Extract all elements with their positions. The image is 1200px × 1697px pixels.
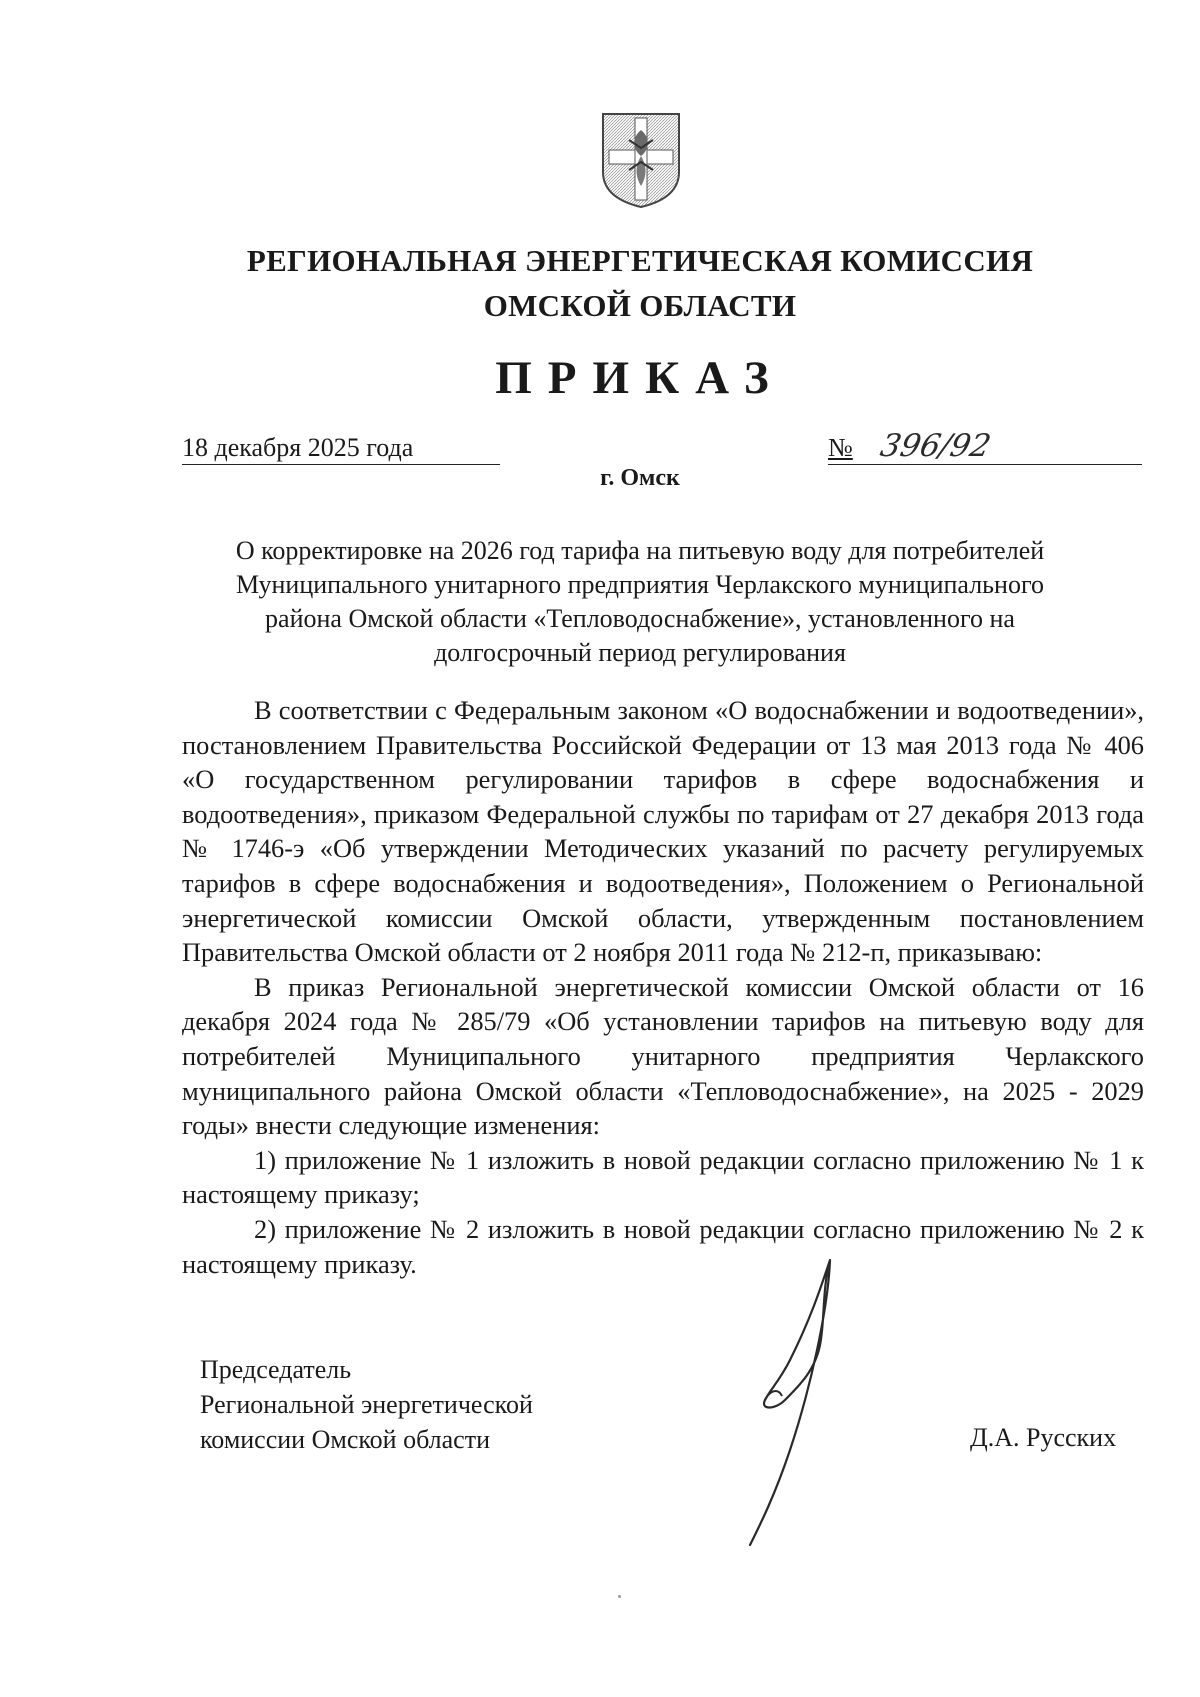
signer-position-line3: комиссии Омской области bbox=[200, 1425, 490, 1454]
order-number-handwritten: 396/92 bbox=[877, 428, 995, 464]
signer-position-line2: Региональной энергетической bbox=[200, 1390, 533, 1419]
order-date: 18 декабря 2025 года bbox=[182, 432, 500, 465]
signer-position bbox=[200, 1352, 533, 1457]
organization-title-line2: ОМСКОЙ ОБЛАСТИ bbox=[483, 288, 797, 323]
organization-title-line1: РЕГИОНАЛЬНАЯ ЭНЕРГЕТИЧЕСКАЯ КОМИССИЯ bbox=[246, 243, 1034, 278]
order-subject: О корректировке на 2026 год тарифа на питьевую воду для потребителей Муниципального унитарного предприятия Черлакского муниципального района Омской области «Тепловодоснабжение», установленного на долгосрочный период регулирования bbox=[235, 536, 1045, 667]
scan-dot bbox=[618, 1595, 621, 1598]
body-paragraph: В приказ Региональной энергетической комиссии Омской области от 16 декабря 2024 года № 285/79 «Об установлении тарифов на питьевую воду для потребителей Муниципального унитарного предприятия Черлакского муниципального района Омской области «Тепловодоснабжение», на 2025 - 2029 годы» внести следующие изменения: bbox=[182, 971, 1144, 1141]
body-paragraph: 1) приложение № 1 изложить в новой редакции согласно приложению № 1 к настоящему приказу; bbox=[182, 1144, 1144, 1210]
number-sign: № bbox=[828, 433, 853, 462]
signer-name: Д.А. Русских bbox=[970, 1423, 1117, 1452]
handwritten-signature bbox=[730, 1250, 880, 1550]
body-paragraph: 2) приложение № 2 изложить в новой редакции согласно приложению № 2 к настоящему приказу. bbox=[182, 1213, 1144, 1279]
order-number-field bbox=[828, 430, 1142, 465]
signer-position-line1: Председатель bbox=[200, 1355, 352, 1384]
order-body bbox=[182, 693, 1144, 1281]
body-paragraph: В соответствии с Федеральным законом «О водоснабжении и водоотведении», постановлением Правительства Российской Федерации от 13 мая 2013 года № 406 «О государственном регулировании тарифов в сфере водоснабжения и водоотведения», приказом Федеральной службы по тарифам от 27 декабря 2013 года № 1746-э «Об утверждении Методических указаний по расчету регулируемых тарифов в сфере водоснабжения и водоотведения», Положением о Региональной энергетической комиссии Омской области, утвержденным постановлением Правительства Омской области от 2 ноября 2011 года № 212-п, приказываю: bbox=[182, 695, 1144, 968]
coat-of-arms-icon bbox=[599, 110, 683, 210]
document-type-heading: ПРИКАЗ bbox=[495, 352, 785, 404]
organization-title bbox=[150, 238, 1130, 328]
city-label: г. Омск bbox=[600, 465, 680, 491]
